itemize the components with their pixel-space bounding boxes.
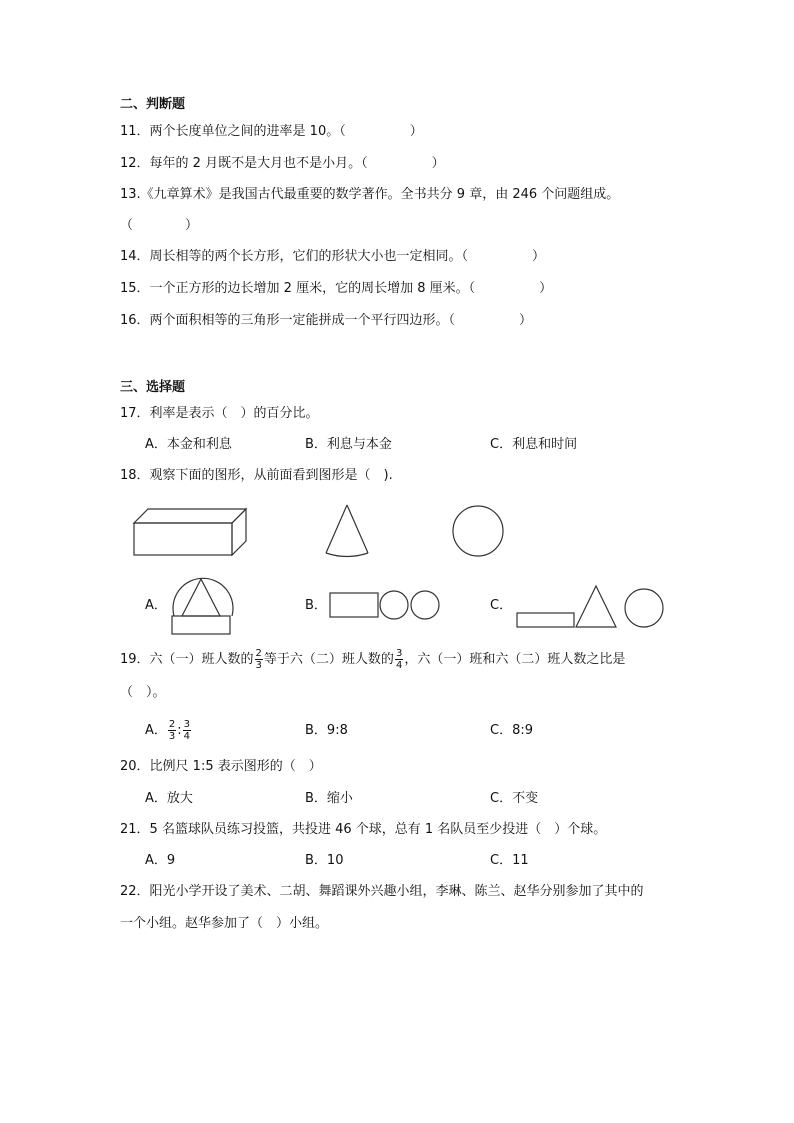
cone-figure — [322, 503, 378, 559]
cuboid-figure — [130, 505, 250, 557]
question-13-blank: （ ） — [120, 218, 199, 233]
option-a-figure[interactable] — [168, 574, 240, 636]
fraction: $\frac{3}{4}$ — [395, 648, 403, 671]
sphere-figure — [452, 505, 506, 559]
option-c[interactable]: C．利息和时间 — [490, 437, 578, 452]
question-15: 15．一个正方形的边长增加 2 厘米，它的周长增加 8 厘米。（ ） — [120, 281, 553, 296]
question-20: 20．比例尺 1:5 表示图形的（ ） — [120, 759, 322, 774]
option-c[interactable]: C．不变 — [490, 791, 539, 806]
option-a[interactable]: A． $\frac{2}{3}$ : $\frac{3}{4}$ — [145, 719, 191, 742]
option-b[interactable]: B．10 — [305, 853, 344, 868]
option-a[interactable]: A．9 — [145, 853, 176, 868]
question-16: 16．两个面积相等的三角形一定能拼成一个平行四边形。（ ） — [120, 313, 533, 328]
question-18: 18．观察下面的图形，从前面看到图形是（ ). — [120, 468, 393, 483]
option-b[interactable]: B．缩小 — [305, 791, 353, 806]
question-22: 22．阳光小学开设了美术、二胡、舞蹈课外兴趣小组，李琳、陈兰、赵华分别参加了其中的 — [120, 884, 644, 899]
option-a[interactable]: A．放大 — [145, 791, 193, 806]
option-a[interactable]: A．本金和利息 — [145, 437, 232, 452]
option-b-figure[interactable] — [328, 590, 443, 620]
question-12: 12．每年的 2 月既不是大月也不是小月。（ ） — [120, 156, 445, 171]
question-13: 13.《九章算术》是我国古代最重要的数学著作。全书共分 9 章，由 246 个问题组成。 — [120, 187, 620, 202]
question-19-line2: （ ）。 — [120, 685, 166, 700]
option-a[interactable]: A． — [145, 598, 167, 613]
option-c-figure[interactable] — [515, 584, 667, 630]
question-22-line2: 一个小组。赵华参加了（ ）小组。 — [120, 916, 329, 931]
cuboid-front-face — [134, 523, 232, 555]
option-c[interactable]: C． — [490, 598, 513, 613]
option-c[interactable]: C．11 — [490, 853, 529, 868]
section-title-judgement: 二、判断题 — [120, 97, 186, 112]
question-21: 21．5 名篮球队员练习投篮，共投进 46 个球，总有 1 名队员至少投进（ ）个球。 — [120, 822, 607, 837]
question-11: 11．两个长度单位之间的进率是 10。（ ） — [120, 124, 423, 139]
question-19: 19．六（一）班人数的 $\frac{2}{3}$ 等于六（二）班人数的 $\frac{3}{4}$ ，六（一）班和六（二）班人数之比是 — [120, 648, 626, 671]
option-b[interactable]: B． — [305, 598, 327, 613]
question-14: 14．周长相等的两个长方形，它们的形状大小也一定相同。（ ） — [120, 249, 546, 264]
cuboid-top-face — [134, 509, 246, 523]
option-b[interactable]: B．9:8 — [305, 723, 348, 738]
section-title-choice: 三、选择题 — [120, 380, 186, 395]
cuboid-side-face — [232, 509, 246, 555]
option-c[interactable]: C．8:9 — [490, 723, 533, 738]
option-b[interactable]: B．利息与本金 — [305, 437, 392, 452]
question-17: 17．利率是表示（ ）的百分比。 — [120, 406, 319, 421]
fraction: $\frac{2}{3}$ — [255, 648, 262, 671]
